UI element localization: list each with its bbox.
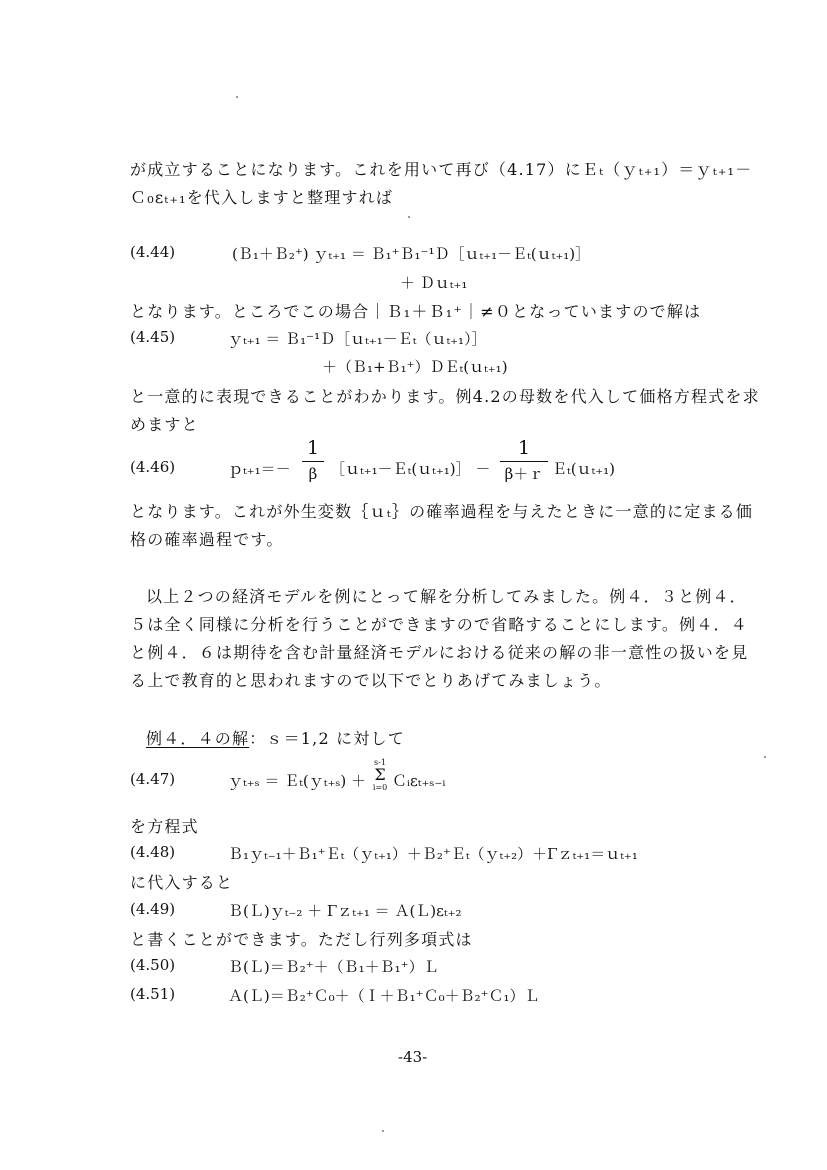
- paragraph-1-line-1: が成立することになります。これを用いて再び（4.17）にＥₜ（ｙₜ₊₁）＝ｙₜ₊₁－: [130, 160, 753, 179]
- summation: [370, 758, 390, 792]
- equation-4-46-lhs: ｐₜ₊₁＝－: [228, 460, 291, 478]
- equation-4-44-line-2: ＋ Ｄｕₜ₊₁: [400, 274, 468, 292]
- fraction-1-numerator: 1: [306, 437, 320, 459]
- scan-speck: [764, 756, 766, 758]
- paragraph-8-line-1: と書くことができます。ただし行列多項式は: [130, 930, 473, 949]
- fraction-1-denominator: β: [308, 465, 318, 483]
- equation-4-47-expr: ｙₜ₊ₛ ＝ Ｅₜ(ｙₜ₊ₛ) ＋: [228, 772, 367, 790]
- equation-4-46-tail: Ｅₜ(ｕₜ₊₁): [552, 460, 616, 478]
- paragraph-5-line-4: る上で教育的と思われますので以下でとりあげてみましょう。: [130, 671, 612, 690]
- equation-4-46-middle: ［ｕₜ₊₁－Ｅₜ(ｕₜ₊₁)］ －: [330, 460, 491, 478]
- paragraph-3-line-1: と一意的に表現できることがわかります。例4.2の母数を代入して価格方程式を求: [130, 387, 760, 406]
- equation-4-44-line-1: (Ｂ₁＋Ｂ₂⁺) ｙₜ₊₁ ＝ Ｂ₁⁺Ｂ₁⁻¹Ｄ［ｕₜ₊₁－Ｅₜ(ｕₜ₊₁)］: [232, 245, 591, 263]
- fraction-1-over-beta-plus-r: [500, 437, 548, 483]
- equation-number-4-45: (4.45): [130, 328, 176, 346]
- paragraph-3-line-2: めますと: [130, 415, 199, 434]
- paragraph-5-line-1: 以上２つの経済モデルを例にとって解を分析してみました。例４．３と例４．: [146, 587, 747, 606]
- paragraph-7-line-1: に代入すると: [130, 873, 234, 892]
- paragraph-5-line-3: と例４．６は期待を含む計量経済モデルにおける従来の解の非一意性の扱いを見: [130, 643, 749, 662]
- equation-4-50-expr: Ｂ(Ｌ)＝Ｂ₂⁺＋（Ｂ₁＋Ｂ₁⁺）Ｌ: [228, 958, 439, 976]
- equation-number-4-44: (4.44): [130, 243, 176, 261]
- sum-lower-limit: i=0: [372, 783, 388, 792]
- fraction-2-numerator: 1: [517, 437, 531, 459]
- paragraph-6-line-1: を方程式: [130, 817, 199, 836]
- equation-number-4-48: (4.48): [130, 843, 176, 861]
- paragraph-1-line-2: Ｃ₀εₜ₊₁を代入しますと整理すれば: [130, 188, 394, 207]
- equation-4-47-tail: Ｃᵢεₜ₊ₛ₋ᵢ: [392, 772, 446, 790]
- equation-number-4-50: (4.50): [130, 956, 176, 974]
- paragraph-2-line-1: となります。ところでこの場合｜Ｂ₁＋Ｂ₁⁺｜≠０となっていますので解は: [130, 302, 702, 321]
- equation-4-51-expr: Ａ(Ｌ)＝Ｂ₂⁺Ｃ₀＋（Ｉ＋Ｂ₁⁺Ｃ₀＋Ｂ₂⁺Ｃ₁）Ｌ: [228, 987, 540, 1005]
- equation-number-4-47: (4.47): [130, 770, 176, 788]
- page-number: -43-: [398, 1048, 428, 1066]
- paragraph-4-line-1: となります。これが外生変数｛ｕₜ｝の確率過程を与えたときに一意的に定まる価: [130, 502, 754, 521]
- scan-speck: [408, 216, 410, 218]
- section-heading: [146, 726, 405, 749]
- sum-symbol: Σ: [374, 765, 386, 784]
- equation-number-4-49: (4.49): [130, 900, 176, 918]
- equation-number-4-46: (4.46): [130, 458, 176, 476]
- equation-4-45-line-1: ｙₜ₊₁ ＝ Ｂ₁⁻¹Ｄ［ｕₜ₊₁－Ｅₜ（ｕₜ₊₁）］: [228, 330, 487, 348]
- equation-4-48-expr: Ｂ₁ｙₜ₋₁＋Ｂ₁⁺Ｅₜ（ｙₜ₊₁）＋Ｂ₂⁺Ｅₜ（ｙₜ₊₂）＋Γｚₜ₊₁＝ｕₜ₊₁: [228, 845, 638, 863]
- scan-speck: [382, 1130, 384, 1132]
- sum-upper-limit: s-1: [374, 758, 386, 767]
- equation-number-4-51: (4.51): [130, 985, 176, 1003]
- section-heading-title: 例４．４の解: [146, 729, 250, 748]
- fraction-2-denominator: β＋ｒ: [504, 465, 544, 483]
- scan-speck: [236, 96, 238, 98]
- fraction-1-over-beta: [302, 437, 324, 483]
- fraction-1-bar: [302, 461, 324, 462]
- equation-4-49-expr: Ｂ(Ｌ)ｙₜ₋₂ ＋ Γｚₜ₊₁ ＝ Ａ(Ｌ)εₜ₊₂: [228, 902, 462, 920]
- paragraph-5-line-2: ５は全く同様に分析を行うことができますので省略することにします。例４．４: [130, 615, 748, 634]
- paragraph-4-line-2: 格の確率過程です。: [130, 530, 284, 549]
- equation-4-45-line-2: ＋（Ｂ₁+Ｂ₁⁺）ＤＥₜ(ｕₜ₊₁): [322, 358, 508, 376]
- section-heading-rest: ：ｓ＝1,2 に対して: [249, 729, 405, 748]
- fraction-2-bar: [500, 461, 548, 462]
